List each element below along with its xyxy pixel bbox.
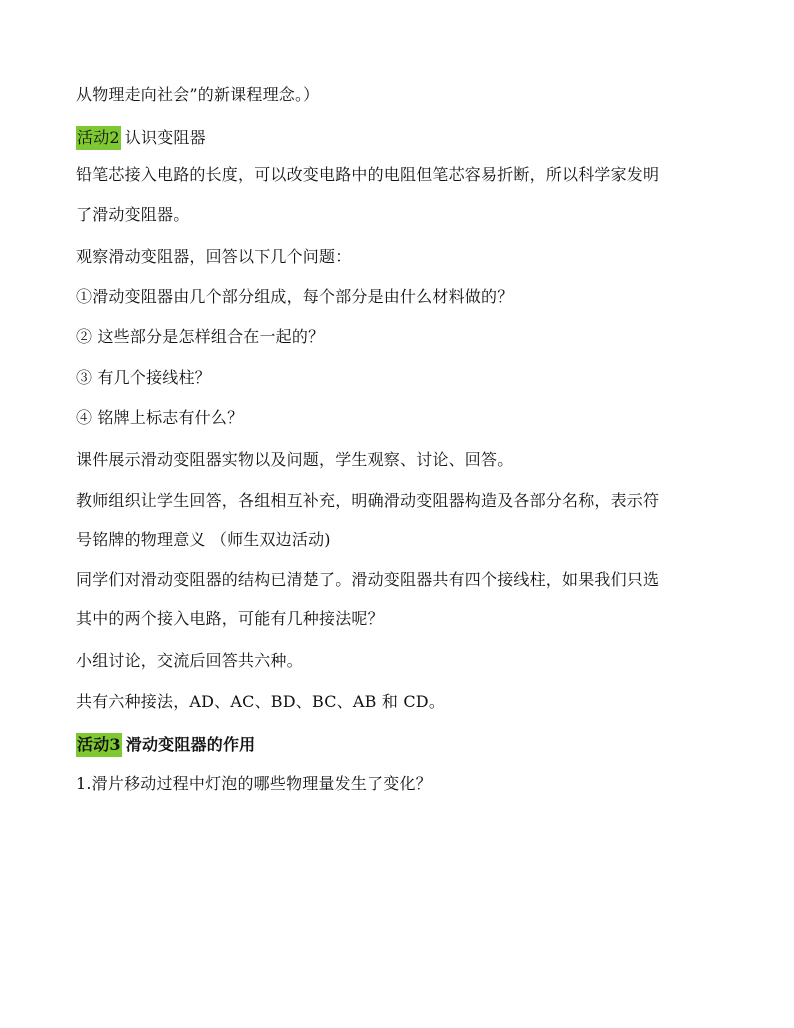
question-item-1: ①滑动变阻器由几个部分组成，每个部分是由什么材料做的？ — [76, 287, 514, 306]
paragraph-line: 同学们对滑动变阻器的结构已清楚了。滑动变阻器共有四个接线柱，如果我们只选 — [76, 570, 660, 589]
activity-2-title: 认识变阻器 — [124, 128, 206, 147]
paragraph-line: 号铭牌的物理意义 （师生双边活动) — [76, 530, 331, 549]
activity-3-heading — [76, 733, 730, 757]
paragraph-line: 观察滑动变阻器，回答以下几个问题： — [76, 247, 352, 266]
paragraph-line: 小组讨论，交流后回答共六种。 — [76, 651, 303, 670]
paragraph-line: 了滑动变阻器。 — [76, 205, 190, 224]
activity-2-heading — [76, 126, 730, 150]
paragraph-line: 铅笔芯接入电路的长度，可以改变电路中的电阻但笔芯容易折断，所以科学家发明 — [76, 165, 660, 184]
paragraph-line: 从物理走向社会”的新课程理念。） — [76, 85, 320, 104]
paragraph-line: 共有六种接法，AD、AC、BD、BC、AB 和 CD。 — [76, 692, 446, 711]
activity-3-title: 滑动变阻器的作用 — [125, 735, 256, 754]
question-item-2: ② 这些部分是怎样组合在一起的？ — [76, 327, 325, 346]
paragraph-line: 课件展示滑动变阻器实物以及问题，学生观察、讨论、回答。 — [76, 450, 514, 469]
paragraph-line: 其中的两个接入电路，可能有几种接法呢？ — [76, 609, 384, 628]
question-item-4: ④ 铭牌上标志有什么？ — [76, 408, 244, 427]
paragraph-line: 教师组织让学生回答，各组相互补充，明确滑动变阻器构造及各部分名称，表示符 — [76, 491, 660, 510]
question-line: 1.滑片移动过程中灯泡的哪些物理量发生了变化？ — [76, 774, 432, 793]
question-item-3: ③ 有几个接线柱？ — [76, 368, 211, 387]
activity-3-label: 活动3 — [76, 733, 122, 757]
activity-2-label: 活动2 — [76, 126, 121, 150]
